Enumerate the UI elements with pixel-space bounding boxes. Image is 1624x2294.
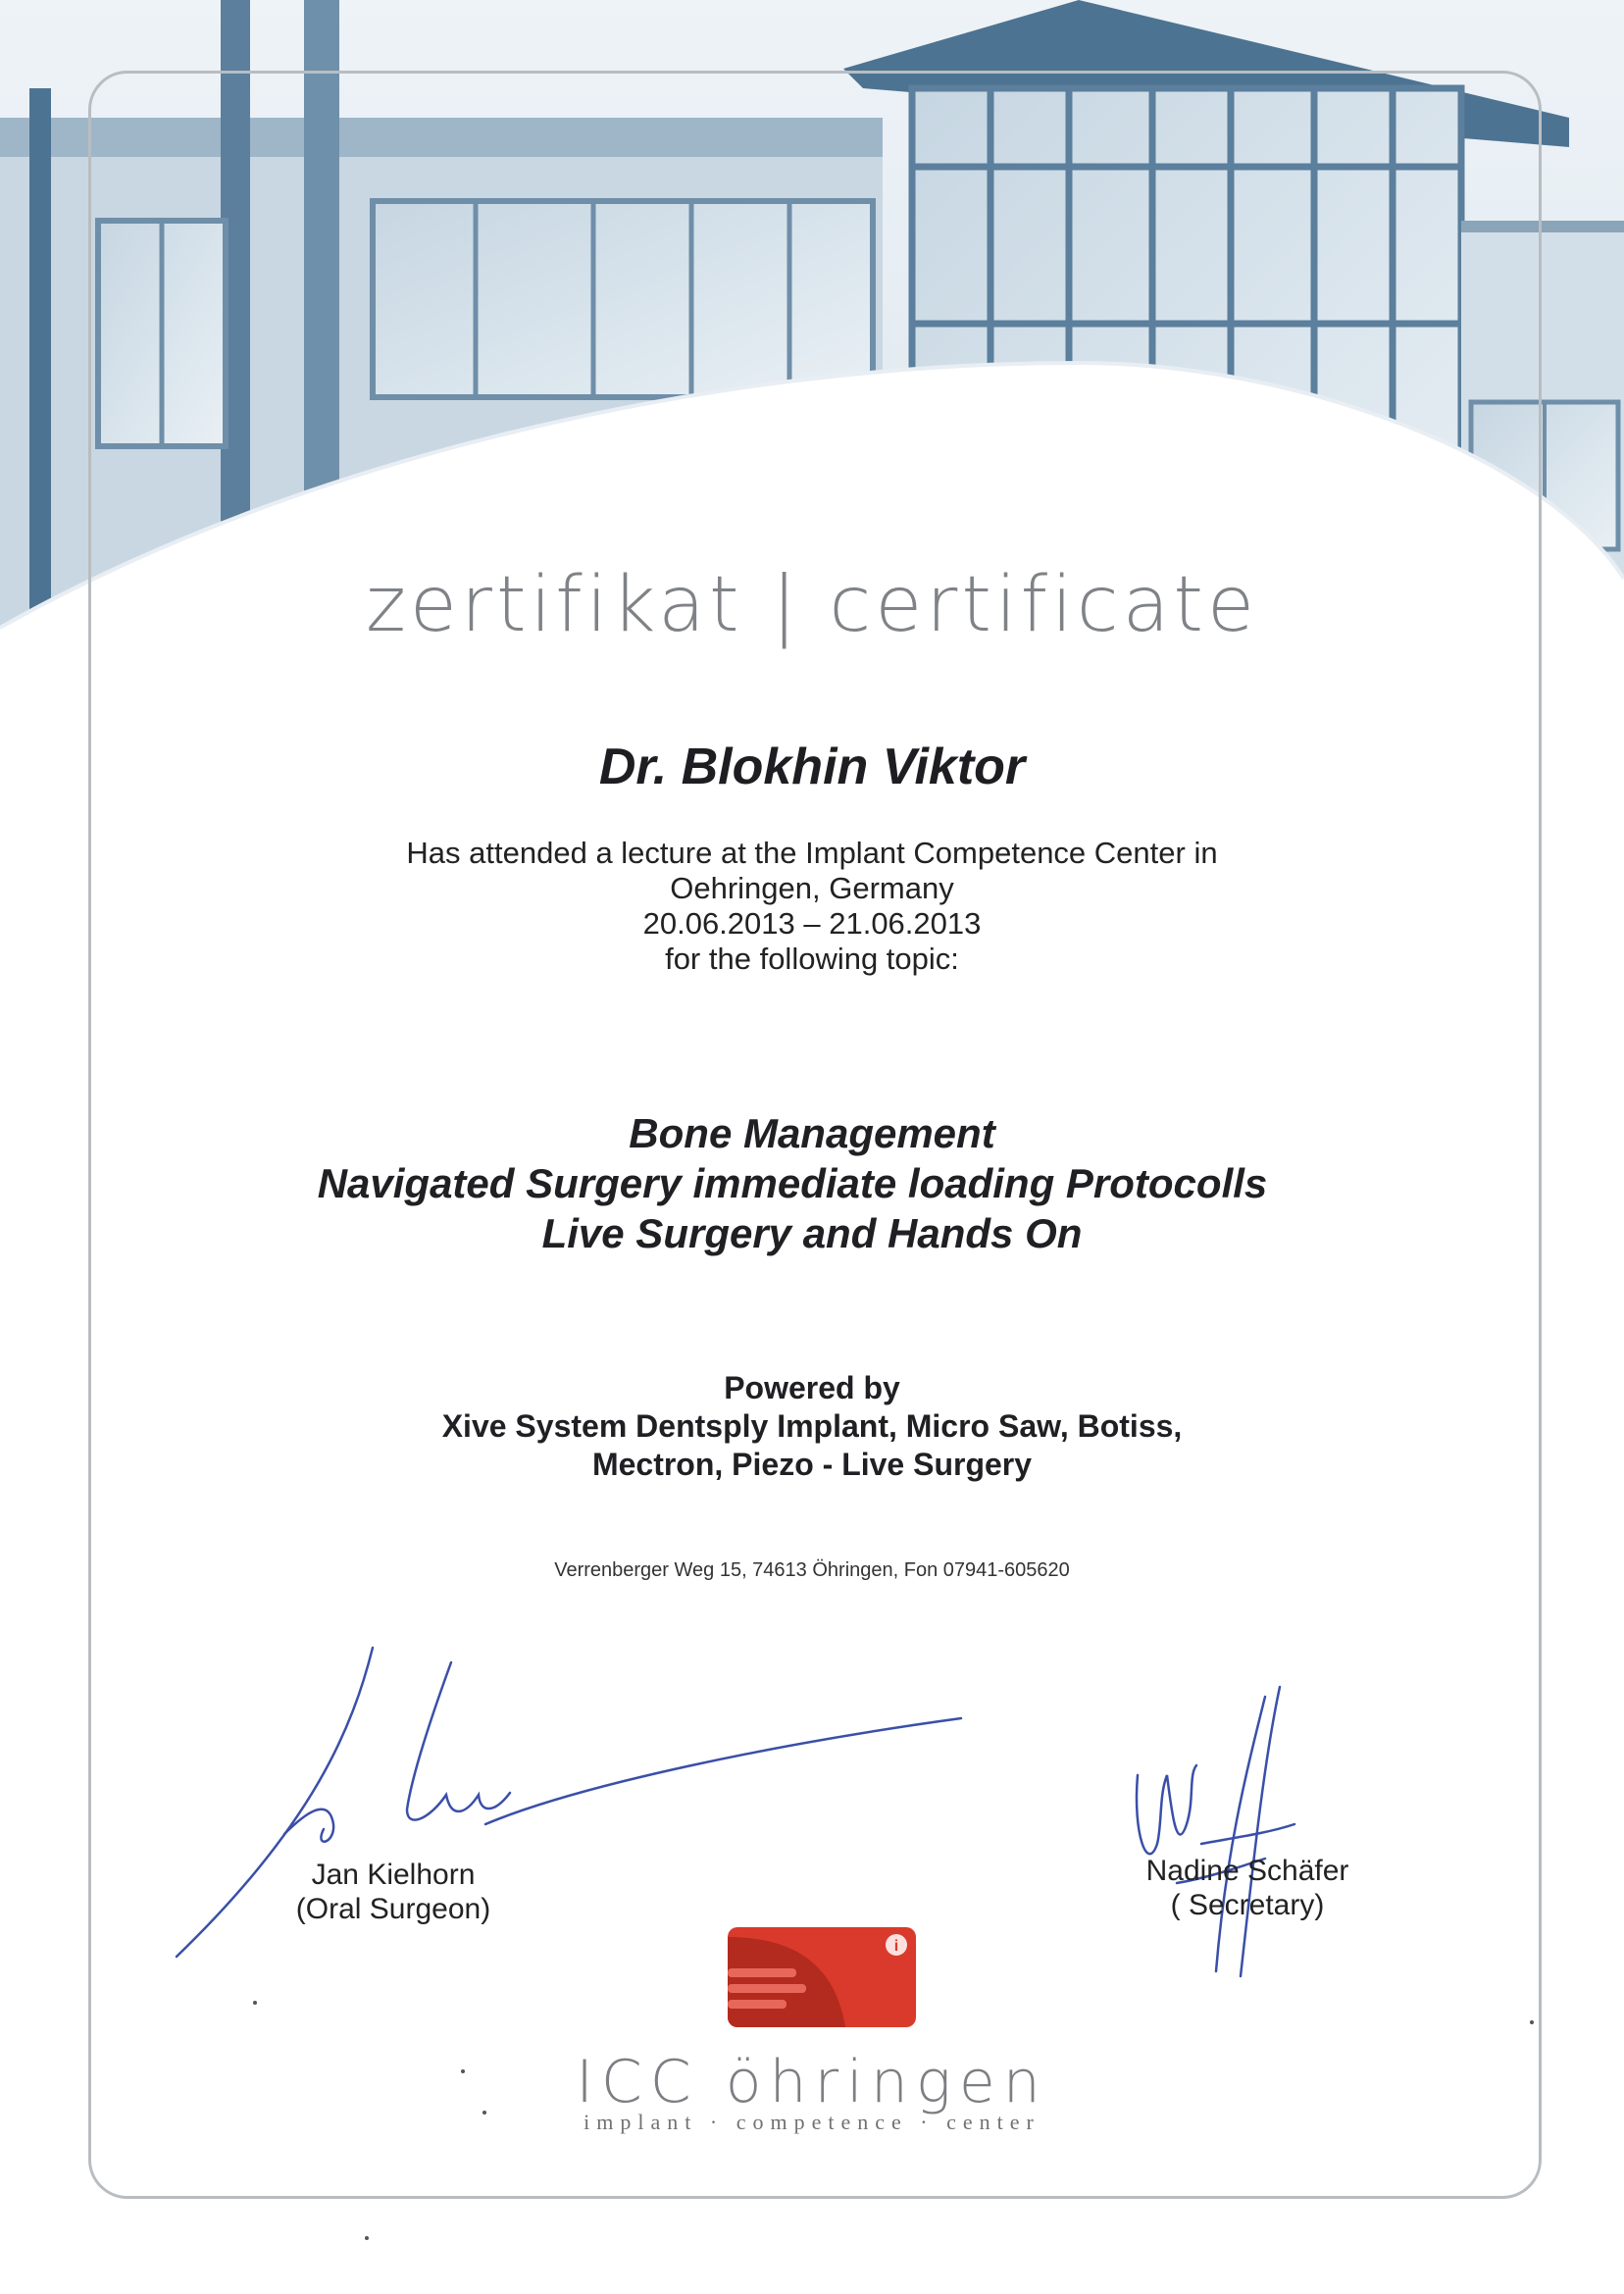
signatory-role: ( Secretary) <box>1170 1889 1325 1921</box>
signatory-name: Jan Kielhorn <box>311 1859 476 1891</box>
scan-speck <box>461 2069 465 2073</box>
topic-line: Live Surgery and Hands On <box>541 1210 1083 1256</box>
signatory-right <box>1130 1854 1365 1922</box>
center-address: Verrenberger Weg 15, 74613 Öhringen, Fon 07941-605620 <box>554 1559 1070 1581</box>
logo-badge-letter: i <box>893 1938 899 1955</box>
scan-speck <box>482 2111 486 2115</box>
icc-tagline: implant · competence · center <box>584 2110 1040 2134</box>
attendance-statement <box>0 836 1624 977</box>
icc-wordmark: ICC öhringen <box>576 2048 1048 2116</box>
scan-speck <box>253 2001 257 2005</box>
topic-line: Bone Management <box>629 1110 995 1156</box>
sponsor-line: Mectron, Piezo - Live Surgery <box>591 1447 1033 1482</box>
certificate-heading: zertifikat | certificate <box>365 561 1258 649</box>
intro-line: Has attended a lecture at the Implant Competence Center in <box>406 836 1218 870</box>
scan-speck <box>365 2236 369 2240</box>
intro-line: for the following topic: <box>665 942 959 976</box>
icc-logo-mark <box>728 1927 916 2027</box>
signatory-role: (Oral Surgeon) <box>295 1893 491 1925</box>
date-range: 20.06.2013 – 21.06.2013 <box>642 906 982 941</box>
signatory-name: Nadine Schäfer <box>1145 1855 1349 1887</box>
recipient-name: Dr. Blokhin Viktor <box>598 739 1026 795</box>
topic-line: Navigated Surgery immediate loading Protocolls <box>317 1160 1268 1206</box>
sponsor-line: Xive System Dentsply Implant, Micro Saw, Botiss, <box>441 1408 1183 1444</box>
sponsors <box>0 1369 1624 1484</box>
signatory-left <box>290 1858 496 1926</box>
signature-right <box>1118 1677 1334 1991</box>
intro-line: Oehringen, Germany <box>670 871 954 905</box>
scan-speck <box>1530 2020 1534 2024</box>
course-topic <box>0 1108 1624 1258</box>
signature-left <box>167 1638 981 1971</box>
powered-by-label: Powered by <box>724 1370 900 1405</box>
